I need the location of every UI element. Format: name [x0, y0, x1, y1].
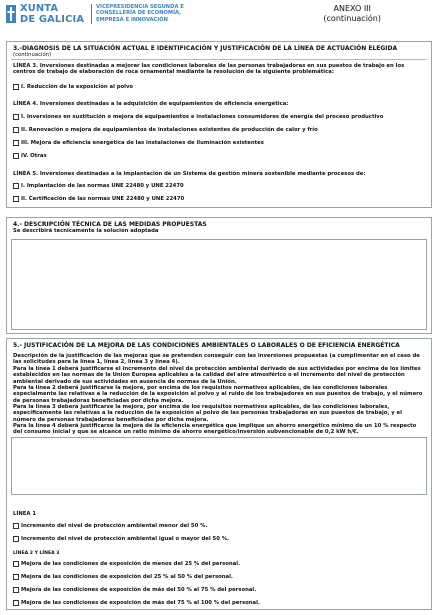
- checkbox[interactable]: [13, 561, 19, 567]
- logo-line1: XUNTA: [20, 3, 59, 14]
- dept-line1: VICEPRESIDENCIA SEGUNDA E: [96, 4, 184, 10]
- section-5-box: [6, 338, 432, 610]
- line5-option-2[interactable]: [13, 196, 425, 202]
- checkbox[interactable]: [13, 114, 19, 120]
- option-label: Incremento del nivel de protección ambiental igual o mayor del 50 %.: [21, 536, 230, 542]
- technical-description-textarea[interactable]: [11, 239, 427, 330]
- option-label: Mejora de las condiciones de exposición de menos del 25 % del personal.: [21, 561, 241, 567]
- logo-wordmark: [20, 3, 84, 25]
- section-5-intro: Descripción de la justificación de las mejoras que se pretenden conseguir con las inversiones propuestas (a cumplimentar en el caso de las solicitudes para la línea 1, línea 2, línea 3 y línea 4).: [13, 353, 420, 366]
- option-label: I. Implantación de las normas UNE 22480 y UNE 22470: [21, 183, 184, 189]
- checkbox[interactable]: [13, 127, 19, 133]
- option-label: III. Mejora de eficiencia energética de las instalaciones de iluminación existentes: [21, 140, 264, 146]
- option-label: I. Reducción de la exposición al polvo: [21, 84, 134, 90]
- line1-label: LÍNEA 1: [13, 511, 37, 517]
- checkbox[interactable]: [13, 196, 19, 202]
- option-label: Incremento del nivel de protección ambiental menor del 50 %.: [21, 523, 208, 529]
- option-label: I. Inversiones en sustitución o mejora de equipamientos e instalaciones consumidores de energía del proceso productivo: [21, 114, 384, 120]
- section-3-box: [6, 41, 432, 208]
- annex-heading: [323, 4, 381, 23]
- option-label: Mejora de las condiciones de exposición de más del 75 % al 100 % del personal.: [21, 600, 260, 606]
- annex-subtitle: (continuación): [323, 13, 381, 23]
- line23-option-2[interactable]: [13, 574, 425, 580]
- line4-intro: LÍNEA 4. Inversiones destinadas a la adquisición de equipamientos de eficiencia energética:: [13, 101, 289, 107]
- page-header: [0, 0, 439, 32]
- dept-line2: CONSELLERÍA DE ECONOMÍA,: [96, 10, 182, 17]
- section-5-line3-text: Para la línea 3 deberá justificarse la mejora, por encima de los requisitos normativos aplicables, de las condiciones laborales, específicamente las relativas a la reducción de la exposición al polvo de las personas trabajadoras en sus puestos de trabajo, y el número de personas trabajadoras beneficiadas por dicha mejora.: [13, 404, 402, 423]
- logo-emblem-icon: [6, 5, 16, 23]
- option-label: IV. Otras: [21, 153, 47, 159]
- line23-option-1[interactable]: [13, 561, 425, 567]
- section-5-line4-text: Para la línea 4 deberá justificarse la mejora de la eficiencia energética que implique un ahorro energético mínimo de un 10 % respecto del consumo inicial y que se alcance un ratio mínimo de ahorro energético/inversión subvencionable de 0,2 kW h/€.: [13, 423, 417, 436]
- line23-label: LÍNEA 2 Y LÍNEA 3: [13, 551, 60, 556]
- section-4-subtitle: Se describirá tecnicamente la solución adoptada: [13, 228, 159, 235]
- line4-option-2[interactable]: [13, 127, 425, 133]
- option-label: Mejora de las condiciones de exposición del 25 % al 50 % del personal.: [21, 574, 233, 580]
- line1-option-1[interactable]: [13, 523, 425, 529]
- section-5-line1-text: Para la línea 1 deberá justificarse el incremento del nivel de protección ambiental derivado de sus actividades por encima de los límites establecidos en las normas de la Unión Europea aplicables a la calidad del aire atmosférico o el incremento del nivel de protección ambiental derivado de sus actividades en ausencia de normas de la Unión.: [13, 366, 421, 385]
- line3-option-1[interactable]: [13, 84, 425, 90]
- checkbox[interactable]: [13, 183, 19, 189]
- line5-intro: LÍNEA 5. Inversiones destinadas a la implantación de un Sistema de gestión minera sostenible mediante procesos de:: [13, 171, 366, 177]
- checkbox[interactable]: [13, 600, 19, 606]
- line23-option-3[interactable]: [13, 587, 425, 593]
- section-3-subtitle: (continuación): [13, 52, 52, 59]
- section-5-line2-text: Para la línea 2 deberá justificarse la mejora, por encima de los requisitos normativos aplicables, de las condiciones laborales especialmente las relativas a la reducción de la exposición al polvo y al ruido de los trabajadores en sus puestos de trabajo, y el número de personas trabajadoras beneficiadas por dicha mejora.: [13, 385, 423, 404]
- line3-intro: LÍNEA 3. Inversiones destinadas a mejorar las condiciones laborales de las personas trabajadoras en sus puestos de trabajo en los centros de trabajo de elaboración de roca ornamental mediante la resolución de la siguiente problemática:: [13, 63, 405, 76]
- option-label: II. Renovación o mejora de equipamientos de instalaciones existentes de producción de calor y frío: [21, 127, 318, 133]
- checkbox[interactable]: [13, 536, 19, 542]
- section-3-title: 3.-DIAGNOSIS DE LA SITUACIÓN ACTUAL E IDENTIFICACIÓN Y JUSTIFICACIÓN DE LA LÍNEA DE ACTUACIÓN ELEGIDA: [13, 45, 398, 52]
- checkbox[interactable]: [13, 140, 19, 146]
- checkbox[interactable]: [13, 574, 19, 580]
- checkbox[interactable]: [13, 153, 19, 159]
- checkbox[interactable]: [13, 523, 19, 529]
- option-label: II. Certificación de las normas UNE 22480 y UNE 22470: [21, 196, 185, 202]
- line4-option-4[interactable]: [13, 153, 425, 159]
- xunta-logo: [6, 3, 88, 27]
- department-name: [96, 4, 184, 23]
- section-5-title: 5.- JUSTIFICACIÓN DE LA MEJORA DE LAS CONDICIONES AMBIENTALES O LABORALES O DE EFICIENCIA ENERGÉTICA: [13, 342, 400, 349]
- logo-line2: DE GALICIA: [20, 14, 85, 25]
- option-label: Mejora de las condiciones de exposición de más del 50 % al 75 % del personal.: [21, 587, 257, 593]
- line5-option-1[interactable]: [13, 183, 425, 189]
- checkbox[interactable]: [13, 84, 19, 90]
- header-divider: [91, 4, 92, 24]
- dept-line3: EMPRESA E INNOVACIÓN: [96, 16, 169, 23]
- section-4-box: [6, 217, 432, 334]
- section-3-divider: [11, 59, 427, 60]
- section-4-title: 4.- DESCRIPCIÓN TÉCNICA DE LAS MEDIDAS PROPUESTAS: [13, 221, 207, 228]
- line4-option-3[interactable]: [13, 140, 425, 146]
- line1-option-2[interactable]: [13, 536, 425, 542]
- line4-option-1[interactable]: [13, 114, 425, 120]
- checkbox[interactable]: [13, 587, 19, 593]
- annex-title: ANEXO III: [333, 4, 371, 13]
- justification-textarea[interactable]: [11, 437, 427, 495]
- line23-option-4[interactable]: [13, 600, 425, 606]
